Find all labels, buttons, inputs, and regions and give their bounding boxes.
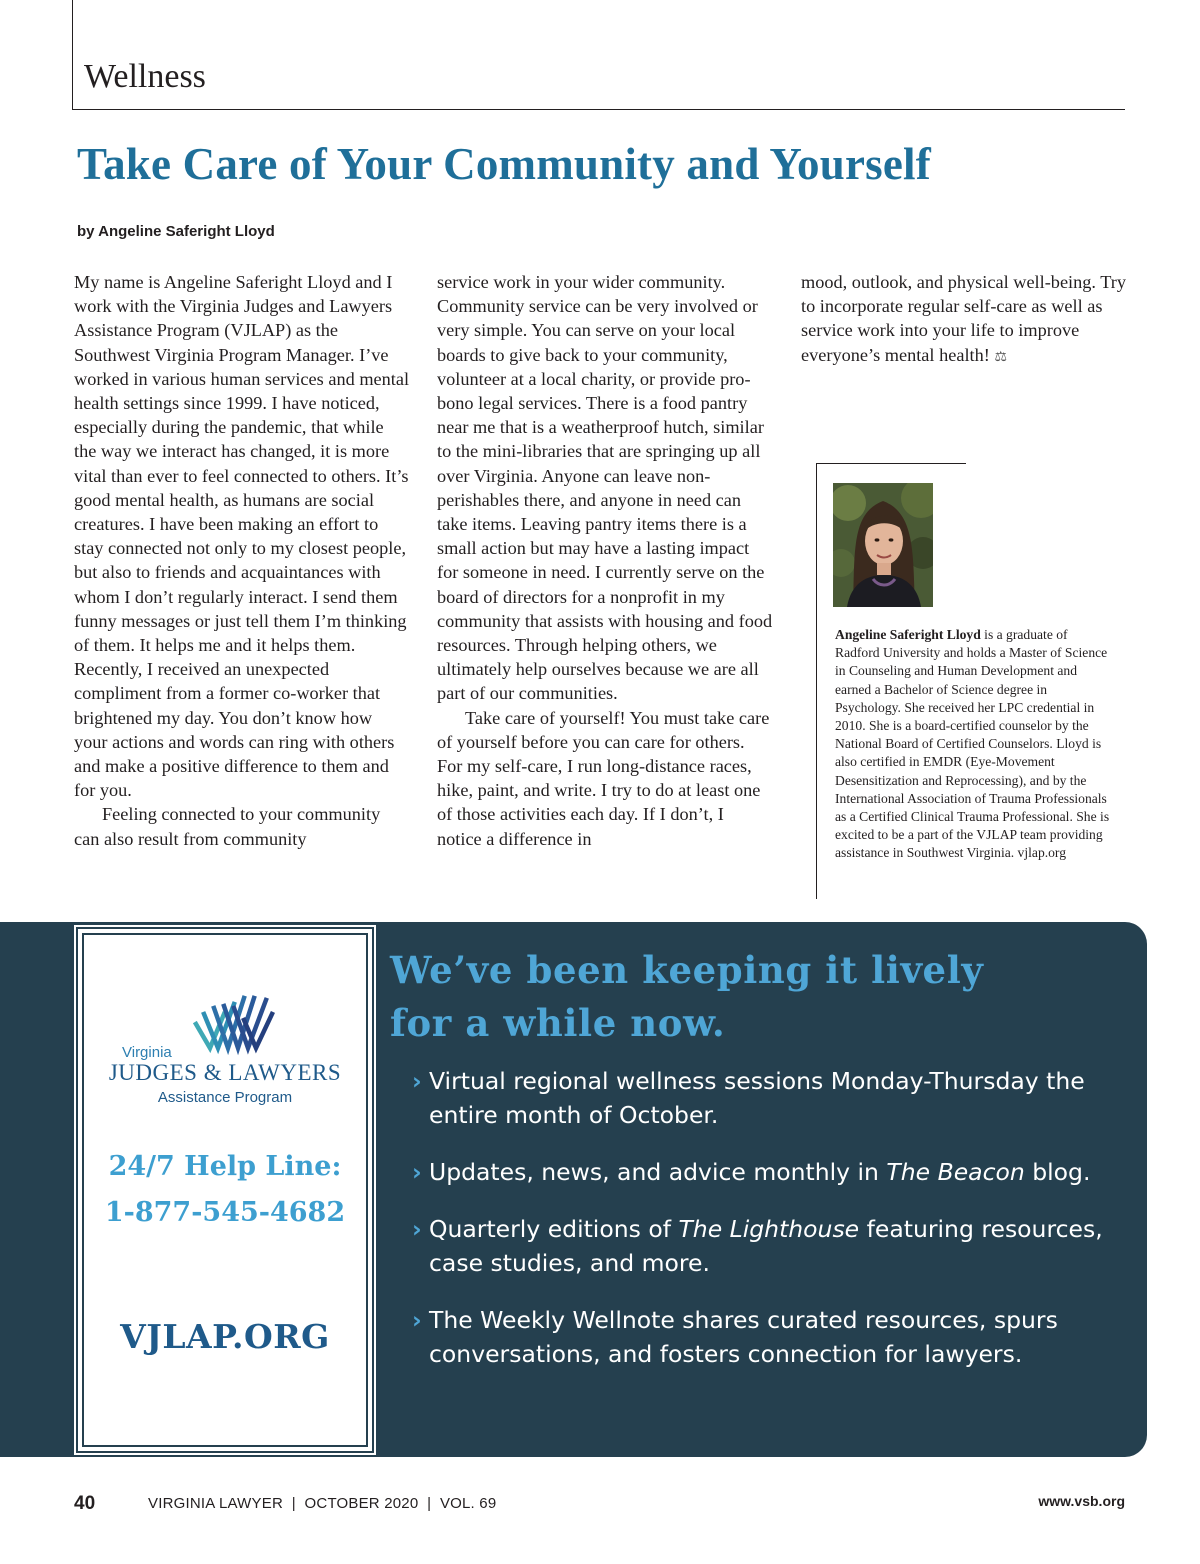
article-title: Take Care of Your Community and Yourself: [77, 139, 931, 189]
scales-icon: ⚖: [994, 348, 1007, 365]
paragraph: My name is Angeline Saferight Lloyd and I work with the Virginia Judges and Lawyers Assistance Program (VJLAP) as the Southwest Virginia Program Manager. I’ve worked in various human services and mental health settings since 1999. I have noticed, especially during the pandemic, that while the way we interact has changed, it is more vital than ever to feel connected to others. It’s good mental health, as humans are social creatures. I have been making an effort to stay connected not only to my closest people, but also to friends and acquaintances with whom I don’t regularly interact. I send them funny messages or just tell them I’m thinking of them. It helps me and it helps them. Recently, I received an unexpected compliment from a former co-worker that brightened my day. You don’t know how your actions and words can ring with others and make a positive difference to them and for you.: [74, 272, 410, 801]
ad-feature-list: [412, 1064, 1112, 1394]
help-line-label: 24/7 Help Line:: [108, 1151, 342, 1182]
chevron-right-icon: ›: [412, 1215, 422, 1243]
author-bio: [816, 463, 1116, 899]
paragraph: [801, 270, 1131, 369]
section-rule-vertical: [72, 0, 73, 110]
author-photo: [833, 483, 933, 607]
ad-feature-item: [412, 1212, 1112, 1280]
ad-headline: [390, 944, 1130, 1050]
ad-feature-title: The Beacon: [886, 1158, 1025, 1186]
ad-headline-line-1: We’ve been keeping it lively: [390, 948, 984, 992]
ad-feature-item: [412, 1064, 1112, 1132]
ad-contact-panel: [76, 927, 374, 1453]
section-label: Wellness: [84, 58, 206, 95]
ad-feature-item: [412, 1155, 1112, 1189]
ad-headline-line-2: for a while now.: [390, 1001, 726, 1045]
bio-body: is a graduate of Radford University and holds a Master of Science in Counseling and Human Development and earned a Bachelor of Science degree in Psychology. She received her LPC credential in 2010. She is a board-certified counselor by the National Board of Certified Counselors. Lloyd is also certified in EMDR (Eye-Movement Desensitization and Reprocessing), and by the International Association of Trauma Professionals as a Certified Clinical Trauma Professional. She is excited to be a part of the VJLAP team providing assistance in Southwest Virginia. vjlap.org: [835, 627, 1110, 861]
article-column-1: [74, 270, 410, 851]
chevron-right-icon: ›: [412, 1158, 422, 1186]
paragraph: Take care of yourself! You must take care of yourself before you can care for others. For my self-care, I run long-distance races, hike, paint, and write. I try to do at least one of those activities each day. If I don’t, I notice a difference in: [437, 707, 770, 849]
ad-feature-title: The Lighthouse: [678, 1215, 860, 1243]
paragraph: service work in your wider community. Community service can be very involved or very simple. You can serve on your local boards to give back to your community, volunteer at a local charity, or provide pro-bono legal services. There is a food pantry near me that is a weatherproof hutch, similar to the mini-libraries that are springing up all over Virginia. Anyone can leave non-perishables there, and anyone in need can take items. Leaving pantry items there is a small action but may have a lasting impact for someone in need. I currently serve on the board of directors for a nonprofit in my community that assists with housing and food resources. Through helping others, we ultimately help ourselves because we are all part of our communities.: [437, 272, 773, 704]
bio-rule-vertical: [816, 463, 817, 899]
ad-feature-text-end: blog.: [1024, 1158, 1091, 1186]
article-column-2: [437, 270, 773, 851]
ad-feature-text: Virtual regional wellness sessions Monday-Thursday the entire month of October.: [429, 1067, 1085, 1129]
ad-feature-text: Quarterly editions of: [429, 1215, 679, 1243]
section-rule-horizontal: [72, 109, 1125, 110]
ad-feature-text: Updates, news, and advice monthly in: [429, 1158, 887, 1186]
paragraph: Feeling connected to your community can also result from community: [74, 804, 381, 849]
paragraph-text: mood, outlook, and physical well-being. Try to incorporate regular self-care as well as service work into your life to improve everyone’s mental health!: [801, 272, 1126, 365]
author-portrait-illustration: [833, 483, 933, 607]
article-column-3: [801, 270, 1131, 369]
bio-rule-horizontal: [816, 463, 966, 464]
ad-feature-item: [412, 1303, 1112, 1371]
publication-info: VIRGINIA LAWYER | OCTOBER 2020 | VOL. 69: [148, 1495, 497, 1512]
page-number: 40: [74, 1493, 96, 1514]
vjlap-logo-icon: [190, 992, 276, 1064]
footer-website-link[interactable]: www.vsb.org: [1038, 1493, 1125, 1509]
vjlap-website-link[interactable]: VJLAP.ORG: [120, 1317, 330, 1356]
chevron-right-icon: ›: [412, 1306, 422, 1334]
ad-feature-text: The Weekly Wellnote shares curated resources, spurs conversations, and fosters connection for lawyers.: [429, 1306, 1058, 1368]
author-bio-text: [835, 626, 1115, 863]
logo-subtitle: Assistance Program: [157, 1089, 293, 1106]
help-line-phone[interactable]: 1-877-545-4682: [104, 1197, 346, 1228]
chevron-right-icon: ›: [412, 1067, 422, 1095]
author-name: Angeline Saferight Lloyd: [835, 627, 981, 642]
logo-wordmark: JUDGES & LAWYERS: [108, 1060, 342, 1085]
ad-feature-text-end: featuring resources, case studies, and more.: [429, 1215, 1103, 1277]
logo-state-label: Virginia: [122, 1044, 172, 1061]
byline: by Angeline Saferight Lloyd: [77, 223, 275, 240]
